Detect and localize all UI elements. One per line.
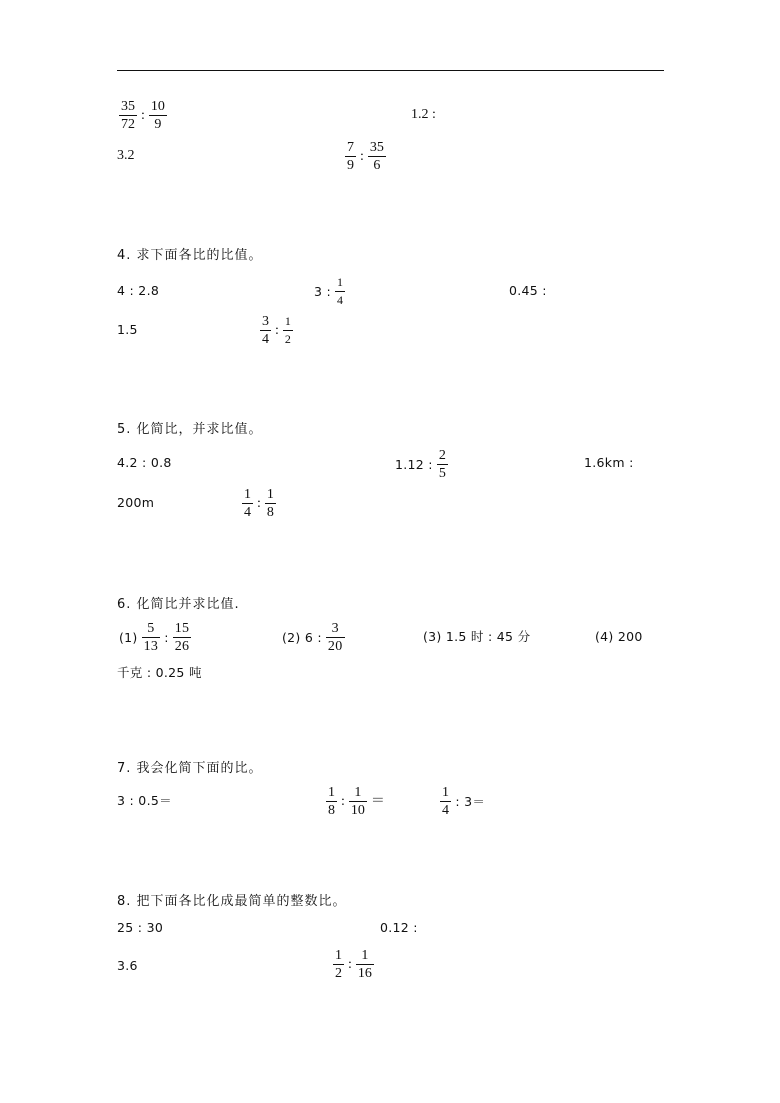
q8-heading: 8. 把下面各比化成最简单的整数比。 <box>117 894 347 909</box>
q6-heading: 6. 化简比并求比值. <box>117 597 240 612</box>
denominator: 26 <box>174 639 190 654</box>
fraction <box>173 621 192 654</box>
header-rule <box>117 70 664 71</box>
denominator: 72 <box>121 117 135 132</box>
q7-heading: 7. 我会化简下面的比。 <box>117 761 263 776</box>
fraction <box>440 785 451 818</box>
numerator: 1 <box>266 487 274 502</box>
q6-part-1 <box>117 621 193 654</box>
numerator: 2 <box>438 448 447 463</box>
denominator: 16 <box>357 966 372 981</box>
q4-heading: 4. 求下面各比的比值。 <box>117 248 263 263</box>
q4-item-d: 1.5 <box>117 322 138 337</box>
q3-ratio-4 <box>343 140 388 173</box>
denominator: 4 <box>337 293 344 307</box>
q5-item-e <box>240 487 278 520</box>
colon: : <box>348 956 352 972</box>
numerator: 3 <box>326 621 345 638</box>
numerator: 10 <box>150 99 165 114</box>
fraction <box>149 99 167 132</box>
part-label: (2) 6 : <box>282 629 322 645</box>
q4-item-c: 0.45 : <box>509 283 547 298</box>
q4-item-b <box>312 275 347 308</box>
numerator: 35 <box>369 140 384 155</box>
q7-item-c <box>438 785 487 818</box>
ratio-prefix: 1.12 : <box>395 456 433 472</box>
q6-part-3: (3) 1.5 时 : 45 分 <box>423 629 531 644</box>
fraction <box>349 785 367 818</box>
numerator: 1 <box>335 948 342 963</box>
q6-part-4-continued: 千克 : 0.25 吨 <box>117 665 202 680</box>
q4-item-a: 4 : 2.8 <box>117 283 160 298</box>
q6-part-4: (4) 200 <box>595 629 643 644</box>
colon: : <box>257 495 261 511</box>
numerator: 3 <box>262 314 269 329</box>
colon: : <box>164 629 169 645</box>
q5-item-d: 200m <box>117 495 155 510</box>
numerator: 15 <box>174 621 190 636</box>
colon: : <box>275 322 279 338</box>
denominator: 2 <box>284 332 291 346</box>
q3-ratio-2: 1.2 : <box>411 107 436 122</box>
denominator: 8 <box>328 803 335 818</box>
denominator: 13 <box>143 639 159 654</box>
q8-item-d <box>331 948 376 981</box>
numerator: 35 <box>121 99 135 114</box>
part-label: (1) <box>119 629 138 645</box>
numerator: 1 <box>356 948 374 965</box>
denominator: 5 <box>438 466 447 481</box>
denominator: 9 <box>154 117 162 132</box>
fraction <box>283 314 293 347</box>
q3-ratio-3: 3.2 <box>117 148 135 163</box>
fraction <box>119 99 137 132</box>
fraction <box>265 487 276 520</box>
equals-sign: ＝ <box>370 793 385 809</box>
q5-heading: 5. 化简比，并求比值。 <box>117 422 263 437</box>
ratio-suffix: : 3＝ <box>455 793 486 809</box>
fraction <box>333 948 344 981</box>
q5-item-c: 1.6km : <box>584 455 634 470</box>
fraction <box>326 621 345 654</box>
numerator: 7 <box>347 140 354 155</box>
denominator: 10 <box>350 803 365 818</box>
q3-ratio-1 <box>117 99 169 132</box>
q7-item-a: 3 : 0.5＝ <box>117 793 172 808</box>
denominator: 6 <box>373 158 381 173</box>
denominator: 8 <box>266 505 274 520</box>
numerator: 1 <box>349 785 367 802</box>
fraction <box>437 448 448 481</box>
fraction <box>260 314 271 347</box>
q4-item-e <box>258 314 295 347</box>
q5-item-a: 4.2 : 0.8 <box>117 455 172 470</box>
q8-item-a: 25 : 30 <box>117 920 164 935</box>
fraction <box>356 948 374 981</box>
fraction <box>326 785 337 818</box>
fraction <box>368 140 386 173</box>
numerator: 1 <box>244 487 251 502</box>
numerator: 1 <box>283 314 293 331</box>
q7-item-b <box>324 785 387 818</box>
numerator: 1 <box>335 275 345 292</box>
denominator: 20 <box>327 639 343 654</box>
colon: : <box>341 793 345 809</box>
numerator: 1 <box>442 785 450 800</box>
fraction <box>335 275 345 308</box>
numerator: 1 <box>328 785 335 800</box>
q8-item-b: 0.12 : <box>380 920 418 935</box>
fraction <box>142 621 161 654</box>
denominator: 2 <box>335 966 342 981</box>
q6-part-2 <box>280 621 347 654</box>
denominator: 4 <box>262 332 269 347</box>
denominator: 4 <box>244 505 251 520</box>
ratio-prefix: 3 : <box>314 283 332 299</box>
numerator: 5 <box>142 621 161 638</box>
colon: : <box>141 107 145 123</box>
denominator: 4 <box>442 803 450 818</box>
q8-item-c: 3.6 <box>117 958 138 973</box>
q5-item-b <box>393 448 450 481</box>
colon: : <box>360 148 364 164</box>
fraction <box>345 140 356 173</box>
denominator: 9 <box>347 158 354 173</box>
fraction <box>242 487 253 520</box>
